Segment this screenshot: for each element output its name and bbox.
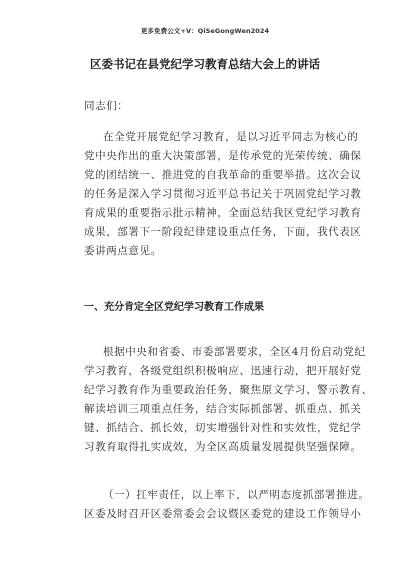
paragraph-2-line: 根据中央和省委、市委部署要求，全区4月份启动党纪 xyxy=(103,346,366,358)
paragraph-2-line: 习教育取得扎实成效，为全区高质量发展提供坚强保障。 xyxy=(84,441,362,453)
paragraph-1-line: 委讲两点意见。 xyxy=(84,245,162,257)
paragraph-1-line: 成果，部署下一阶段纪律建设重点任务，下面，我代表区 xyxy=(84,226,362,238)
paragraph-2-line: 键、抓结合、抓长效，切实增强针对性和实效性，党纪学 xyxy=(84,422,362,434)
paragraph-1-line: 党的团结统一、推进党的自我革命的重要举措。这次会议 xyxy=(84,169,362,181)
paragraph-2-line: 学习教育，各级党组织积极响应、迅速行动，把开展好党 xyxy=(84,365,362,377)
paragraph-1-line: 在全党开展党纪学习教育，是以习近平同志为核心的 xyxy=(103,131,359,143)
section-heading: 一、充分肯定全区党纪学习教育工作成果 xyxy=(84,302,264,313)
paragraph-2-line: 解读培训三项重点任务，结合实际抓部署、抓重点、抓关 xyxy=(84,403,362,415)
paragraph-1-line: 的任务是深入学习贯彻习近平总书记关于巩固党纪学习教 xyxy=(84,188,362,200)
paragraph-1-line: 育成果的重要指示批示精神，全面总结我区党纪学习教育 xyxy=(84,207,362,219)
document-title: 区委书记在县党纪学习教育总结大会上的讲话 xyxy=(90,57,320,71)
paragraph-3-line: （一）扛牢责任，以上率下，以严明态度抓部署推进。 xyxy=(103,489,370,501)
paragraph-2-line: 纪学习教育作为重要政治任务，聚焦原文学习、警示教育、 xyxy=(84,384,373,396)
paragraph-3-line: 区委及时召开区委常委会会议暨区委党的建设工作领导小 xyxy=(84,508,362,520)
paragraph-1-line: 党中央作出的重大决策部署，是传承党的光荣传统、确保 xyxy=(84,150,362,162)
top-notice: 更多免费公文+V：QiSeGongWen2024 xyxy=(140,27,270,35)
greeting: 同志们： xyxy=(84,100,129,112)
